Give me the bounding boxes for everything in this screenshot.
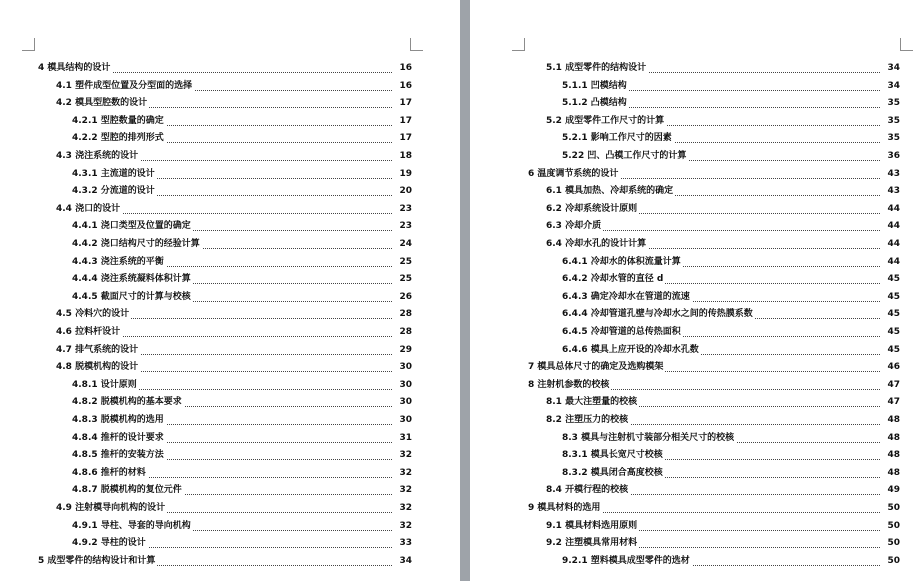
toc-entry-page-number: 17 — [392, 95, 412, 113]
toc-entry-title: 4.5 冷料穴的设计 — [56, 306, 131, 324]
toc-entry[interactable] — [470, 148, 916, 166]
toc-entry-title: 9.2 注塑模具常用材料 — [546, 535, 639, 553]
toc-entry[interactable] — [0, 166, 460, 184]
toc-entry-page-number: 45 — [880, 271, 900, 289]
toc-entry[interactable] — [470, 447, 916, 465]
toc-entry[interactable] — [470, 465, 916, 483]
toc-entry-page-number: 18 — [392, 148, 412, 166]
toc-entry-page-number: 36 — [880, 148, 900, 166]
toc-entry[interactable] — [0, 289, 460, 307]
toc-entry-page-number: 28 — [392, 324, 412, 342]
toc-entry[interactable] — [470, 78, 916, 96]
toc-entry[interactable] — [470, 306, 916, 324]
toc-entry[interactable] — [470, 113, 916, 131]
toc-entry-title: 9.2.1 塑料模具成型零件的选材 — [562, 553, 692, 571]
toc-entry-title: 5.22 凹、凸模工作尺寸的计算 — [562, 148, 688, 166]
toc-entry[interactable] — [0, 500, 460, 518]
toc-entry-title: 4 模具结构的设计 — [38, 60, 112, 78]
toc-entry-title: 4.4.4 浇注系统凝料体积计算 — [72, 271, 193, 289]
toc-entry-page-number: 30 — [392, 359, 412, 377]
toc-entry-title: 4.8.6 推杆的材料 — [72, 465, 148, 483]
toc-entry-page-number: 35 — [880, 130, 900, 148]
toc-entry-title: 8.4 开模行程的校核 — [546, 482, 630, 500]
toc-entry-page-number: 29 — [392, 342, 412, 360]
toc-entry-title: 4.4.1 浇口类型及位置的确定 — [72, 218, 193, 236]
toc-entry-page-number: 50 — [880, 518, 900, 536]
toc-entry-page-number: 48 — [880, 430, 900, 448]
toc-entry[interactable] — [0, 535, 460, 553]
toc-entry-page-number: 34 — [880, 60, 900, 78]
toc-entry[interactable] — [0, 553, 460, 571]
toc-entry-title: 4.4.2 浇口结构尺寸的经验计算 — [72, 236, 202, 254]
toc-entry-title: 4.4.5 截面尺寸的计算与校核 — [72, 289, 193, 307]
corner-mark-top-left — [512, 38, 525, 51]
toc-entry-title: 8.3.2 模具闭合高度校核 — [562, 465, 665, 483]
toc-entry-page-number: 26 — [392, 289, 412, 307]
toc-entry-page-number: 17 — [392, 130, 412, 148]
toc-entry-page-number: 48 — [880, 465, 900, 483]
toc-entry-title: 4.8.4 推杆的设计要求 — [72, 430, 166, 448]
toc-entry[interactable] — [470, 218, 916, 236]
toc-entry-title: 4.2.1 型腔数量的确定 — [72, 113, 166, 131]
toc-entry-title: 8.3.1 模具长宽尺寸校核 — [562, 447, 665, 465]
toc-entry-page-number: 32 — [392, 465, 412, 483]
toc-entry[interactable] — [0, 60, 460, 78]
toc-entry[interactable] — [0, 306, 460, 324]
toc-entry[interactable] — [470, 412, 916, 430]
toc-entry-title: 4.6 拉料杆设计 — [56, 324, 122, 342]
toc-entry-page-number: 45 — [880, 289, 900, 307]
toc-entry-title: 6.4.2 冷却水管的直径 d — [562, 271, 665, 289]
toc-entry[interactable] — [470, 289, 916, 307]
toc-entry-page-number: 45 — [880, 306, 900, 324]
toc-entry-page-number: 50 — [880, 500, 900, 518]
toc-entry-title: 8.3 模具与注射机寸装部分相关尺寸的校核 — [562, 430, 736, 448]
toc-entry-page-number: 16 — [392, 60, 412, 78]
toc-entry-title: 4.8.7 脱模机构的复位元件 — [72, 482, 184, 500]
toc-entry-page-number: 32 — [392, 518, 412, 536]
toc-entry-page-number: 24 — [392, 236, 412, 254]
toc-entry-title: 5.1.2 凸模结构 — [562, 95, 629, 113]
toc-entry[interactable] — [470, 482, 916, 500]
toc-entry[interactable] — [470, 377, 916, 395]
toc-entry-page-number: 20 — [392, 183, 412, 201]
toc-entry-title: 4.9.2 导柱的设计 — [72, 535, 148, 553]
corner-mark-top-right — [410, 38, 423, 51]
toc-entry[interactable] — [0, 482, 460, 500]
toc-entry[interactable] — [470, 271, 916, 289]
toc-entry[interactable] — [470, 518, 916, 536]
toc-entry-title: 4.2 模具型腔数的设计 — [56, 95, 149, 113]
toc-entry[interactable] — [0, 218, 460, 236]
toc-entry[interactable] — [470, 359, 916, 377]
toc-entry[interactable] — [470, 166, 916, 184]
toc-entry[interactable] — [0, 342, 460, 360]
toc-entry-title: 4.7 排气系统的设计 — [56, 342, 140, 360]
toc-entry-title: 5.1 成型零件的结构设计 — [546, 60, 648, 78]
toc-entry-title: 7 模具总体尺寸的确定及选购模架 — [528, 359, 665, 377]
toc-entry-title: 4.2.2 型腔的排列形式 — [72, 130, 166, 148]
toc-entry-title: 6.4.6 模具上应开设的冷却水孔数 — [562, 342, 701, 360]
toc-entry-title: 4.9 注射模导向机构的设计 — [56, 500, 167, 518]
toc-entry-page-number: 43 — [880, 183, 900, 201]
toc-entry-page-number: 17 — [392, 113, 412, 131]
toc-entry-page-number: 44 — [880, 254, 900, 272]
toc-entry[interactable] — [0, 430, 460, 448]
toc-entry-page-number: 34 — [392, 553, 412, 571]
toc-entry-title: 6.4.4 冷却管道孔壁与冷却水之间的传热膜系数 — [562, 306, 755, 324]
toc-entry[interactable] — [470, 183, 916, 201]
toc-entry-title: 4.3.2 分流道的设计 — [72, 183, 157, 201]
toc-entry-page-number: 44 — [880, 201, 900, 219]
toc-entry-title: 4.8 脱模机构的设计 — [56, 359, 140, 377]
toc-entry-page-number: 43 — [880, 166, 900, 184]
toc-entry[interactable] — [470, 60, 916, 78]
toc-entry-title: 6.4.5 冷却管道的总传热面积 — [562, 324, 683, 342]
toc-entry-title: 6.1 模具加热、冷却系统的确定 — [546, 183, 675, 201]
toc-entry-page-number: 32 — [392, 482, 412, 500]
toc-entry-page-number: 45 — [880, 342, 900, 360]
toc-entry-title: 6 温度调节系统的设计 — [528, 166, 620, 184]
toc-entry-title: 4.8.2 脱模机构的基本要求 — [72, 394, 184, 412]
toc-entry-page-number: 33 — [392, 535, 412, 553]
toc-entry-title: 4.8.5 推杆的安装方法 — [72, 447, 166, 465]
toc-entry[interactable] — [470, 394, 916, 412]
toc-entry[interactable] — [470, 500, 916, 518]
toc-entry[interactable] — [0, 447, 460, 465]
toc-entry-page-number: 47 — [880, 377, 900, 395]
corner-mark-top-right — [900, 38, 913, 51]
toc-entry-page-number: 50 — [880, 553, 900, 571]
toc-entry-page-number: 23 — [392, 218, 412, 236]
corner-mark-top-left — [22, 38, 35, 51]
toc-entry-title: 4.8.1 设计原则 — [72, 377, 139, 395]
toc-entry[interactable] — [470, 130, 916, 148]
toc-entry-page-number: 19 — [392, 166, 412, 184]
toc-entry[interactable] — [470, 535, 916, 553]
toc-entry-title: 8 注射机参数的校核 — [528, 377, 611, 395]
toc-entry[interactable] — [0, 359, 460, 377]
toc-entry[interactable] — [0, 201, 460, 219]
toc-entry[interactable] — [470, 430, 916, 448]
toc-entry-page-number: 32 — [392, 447, 412, 465]
toc-entry-page-number: 49 — [880, 482, 900, 500]
toc-entry-title: 4.3.1 主流道的设计 — [72, 166, 157, 184]
toc-entry[interactable] — [0, 113, 460, 131]
toc-entry[interactable] — [0, 183, 460, 201]
toc-entry-page-number: 35 — [880, 95, 900, 113]
toc-entry[interactable] — [470, 324, 916, 342]
toc-entry-page-number: 48 — [880, 447, 900, 465]
toc-entry-title: 9 模具材料的选用 — [528, 500, 602, 518]
toc-entry-page-number: 25 — [392, 254, 412, 272]
toc-entry-page-number: 28 — [392, 306, 412, 324]
toc-entry-page-number: 47 — [880, 394, 900, 412]
toc-entry-page-number: 32 — [392, 500, 412, 518]
toc-entry-page-number: 34 — [880, 78, 900, 96]
toc-entry-title: 9.1 模具材料选用原则 — [546, 518, 639, 536]
page-gap — [460, 0, 470, 581]
toc-entry-title: 5.2.1 影响工作尺寸的因素 — [562, 130, 674, 148]
toc-entry-title: 4.4 浇口的设计 — [56, 201, 122, 219]
toc-entry[interactable] — [470, 201, 916, 219]
toc-entry-title: 8.1 最大注塑量的校核 — [546, 394, 639, 412]
toc-entry[interactable] — [0, 95, 460, 113]
toc-entry-title: 4.9.1 导柱、导套的导向机构 — [72, 518, 193, 536]
toc-entry-page-number: 31 — [392, 430, 412, 448]
toc-entry-page-number: 30 — [392, 412, 412, 430]
toc-entry[interactable] — [0, 78, 460, 96]
toc-entry[interactable] — [0, 236, 460, 254]
toc-entry-page-number: 35 — [880, 113, 900, 131]
document-page-right — [470, 0, 916, 581]
toc-entry-page-number: 30 — [392, 377, 412, 395]
toc-entry[interactable] — [470, 95, 916, 113]
toc-entry-page-number: 50 — [880, 535, 900, 553]
toc-entry[interactable] — [0, 130, 460, 148]
toc-entry-title: 5.1.1 凹模结构 — [562, 78, 629, 96]
toc-entry-title: 6.4.1 冷却水的体积流量计算 — [562, 254, 683, 272]
toc-entry-page-number: 46 — [880, 359, 900, 377]
toc-entry[interactable] — [470, 236, 916, 254]
toc-entry[interactable] — [470, 553, 916, 571]
toc-entry-title: 8.2 注塑压力的校核 — [546, 412, 630, 430]
toc-entry[interactable] — [0, 412, 460, 430]
toc-entry[interactable] — [0, 377, 460, 395]
toc-entry[interactable] — [470, 254, 916, 272]
toc-entry-page-number: 23 — [392, 201, 412, 219]
toc-entry-title: 6.4 冷却水孔的设计计算 — [546, 236, 648, 254]
toc-entry-title: 5 成型零件的结构设计和计算 — [38, 553, 157, 571]
toc-entry[interactable] — [0, 394, 460, 412]
toc-entry-page-number: 44 — [880, 218, 900, 236]
toc-entry-page-number: 25 — [392, 271, 412, 289]
toc-entry-title: 6.3 冷却介质 — [546, 218, 603, 236]
toc-entry-title: 4.1 塑件成型位置及分型面的选择 — [56, 78, 194, 96]
toc-entry-title: 4.3 浇注系统的设计 — [56, 148, 140, 166]
toc-entry-title: 6.4.3 确定冷却水在管道的流速 — [562, 289, 692, 307]
toc-entry[interactable] — [0, 254, 460, 272]
toc-entry-page-number: 16 — [392, 78, 412, 96]
toc-entry-title: 4.8.3 脱模机构的选用 — [72, 412, 166, 430]
toc-entry[interactable] — [0, 324, 460, 342]
toc-entry-page-number: 44 — [880, 236, 900, 254]
toc-entry-title: 4.4.3 浇注系统的平衡 — [72, 254, 166, 272]
toc-entry-page-number: 45 — [880, 324, 900, 342]
toc-entry-title: 6.2 冷却系统设计原则 — [546, 201, 639, 219]
toc-entry-page-number: 30 — [392, 394, 412, 412]
toc-entry-page-number: 48 — [880, 412, 900, 430]
toc-entry[interactable] — [0, 148, 460, 166]
toc-entry[interactable] — [0, 465, 460, 483]
toc-entry-title: 5.2 成型零件工作尺寸的计算 — [546, 113, 666, 131]
toc-entry[interactable] — [0, 271, 460, 289]
toc-entry[interactable] — [470, 342, 916, 360]
toc-entry[interactable] — [0, 518, 460, 536]
